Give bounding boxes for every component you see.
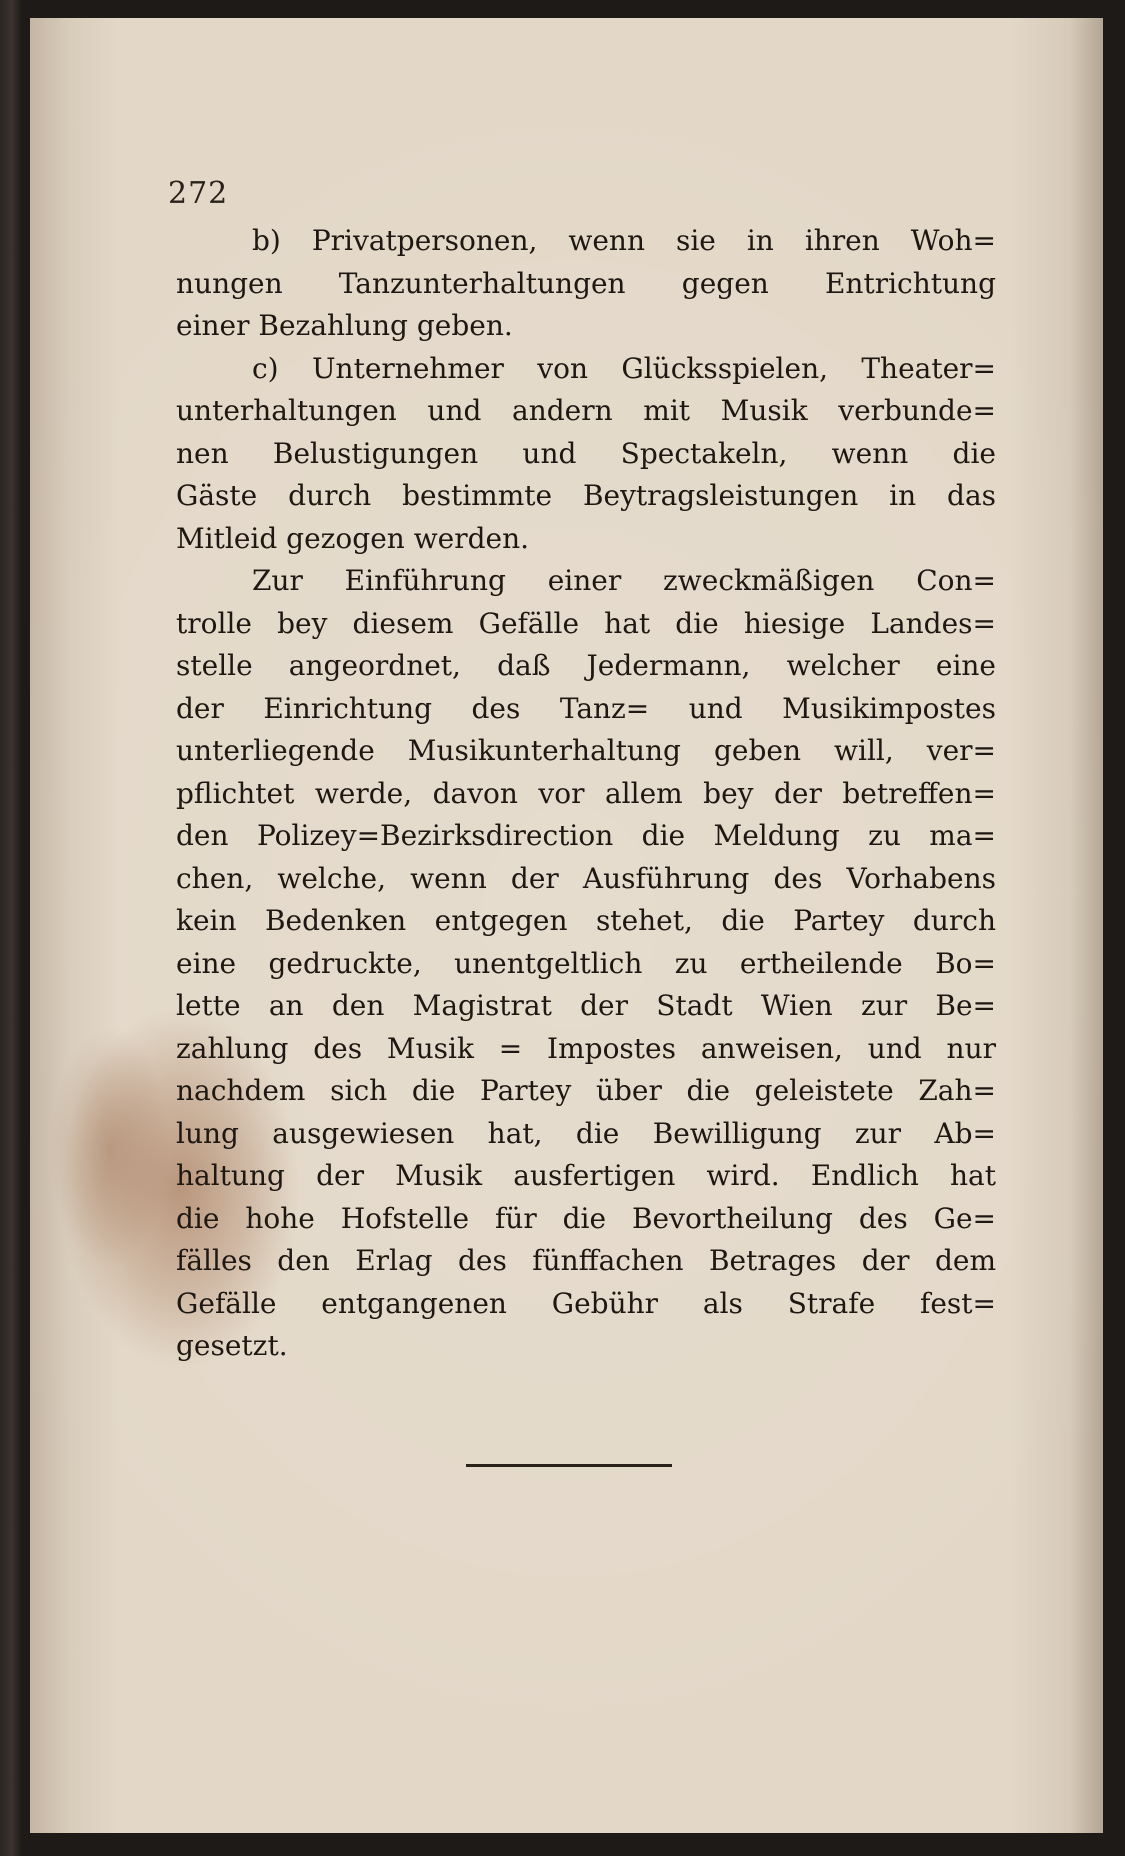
text-line: eine gedruckte, unentgeltlich zu ertheilende Bo=: [176, 946, 996, 980]
text-line: stelle angeordnet, daß Jedermann, welcher eine: [176, 649, 996, 682]
text-line: unterhaltungen und andern mit Musik verbunde=: [176, 394, 996, 427]
text-line: einer Bezahlung geben.: [176, 309, 513, 342]
text-line: nen Belustigungen und Spectakeln, wenn die: [176, 436, 996, 470]
text-line: lette an den Magistrat der Stadt Wien zur Be=: [176, 989, 996, 1022]
text-line: chen, welche, wenn der Ausführung des Vorhabens: [176, 861, 996, 895]
text-line: fälles den Erlag des fünffachen Betrages der dem: [176, 1244, 996, 1277]
text-line: den Polizey=Bezirksdirection die Meldung zu ma=: [176, 819, 996, 852]
text-line: trolle bey diesem Gefälle hat die hiesige Landes=: [176, 606, 996, 640]
text-line: Zur Einführung einer zweckmäßigen Con=: [252, 564, 996, 597]
text-line: der Einrichtung des Tanz= und Musikimpostes: [176, 691, 996, 725]
text-line: b) Privatpersonen, wenn sie in ihren Woh=: [252, 224, 996, 257]
text-line: Gäste durch bestimmte Beytragsleistungen in das: [176, 479, 996, 512]
text-line: c) Unternehmer von Glücksspielen, Theater=: [252, 351, 996, 385]
text-line: Mitleid gezogen werden.: [176, 521, 530, 555]
text-line: nachdem sich die Partey über die geleistete Zah=: [176, 1074, 996, 1107]
text-line: nungen Tanzunterhaltungen gegen Entrichtung: [176, 266, 996, 300]
text-line: pflichtet werde, davon vor allem bey der betreffen=: [176, 776, 996, 810]
text-line: gesetzt.: [176, 1329, 288, 1362]
text-line: lung ausgewiesen hat, die Bewilligung zur Ab=: [176, 1116, 996, 1150]
text-line: haltung der Musik ausfertigen wird. Endlich hat: [176, 1159, 996, 1192]
text-line: Gefälle entgangenen Gebühr als Strafe fest=: [176, 1286, 996, 1320]
text-line: kein Bedenken entgegen stehet, die Partey durch: [176, 904, 996, 937]
text-line: unterliegende Musikunterhaltung geben will, ver=: [176, 734, 996, 767]
text-line: die hohe Hofstelle für die Bevortheilung des Ge=: [176, 1201, 996, 1235]
body-text: [176, 220, 996, 1368]
page-number: 272: [168, 176, 229, 211]
section-divider-rule: [466, 1464, 672, 1467]
text-line: zahlung des Musik = Impostes anweisen, und nur: [176, 1031, 996, 1065]
